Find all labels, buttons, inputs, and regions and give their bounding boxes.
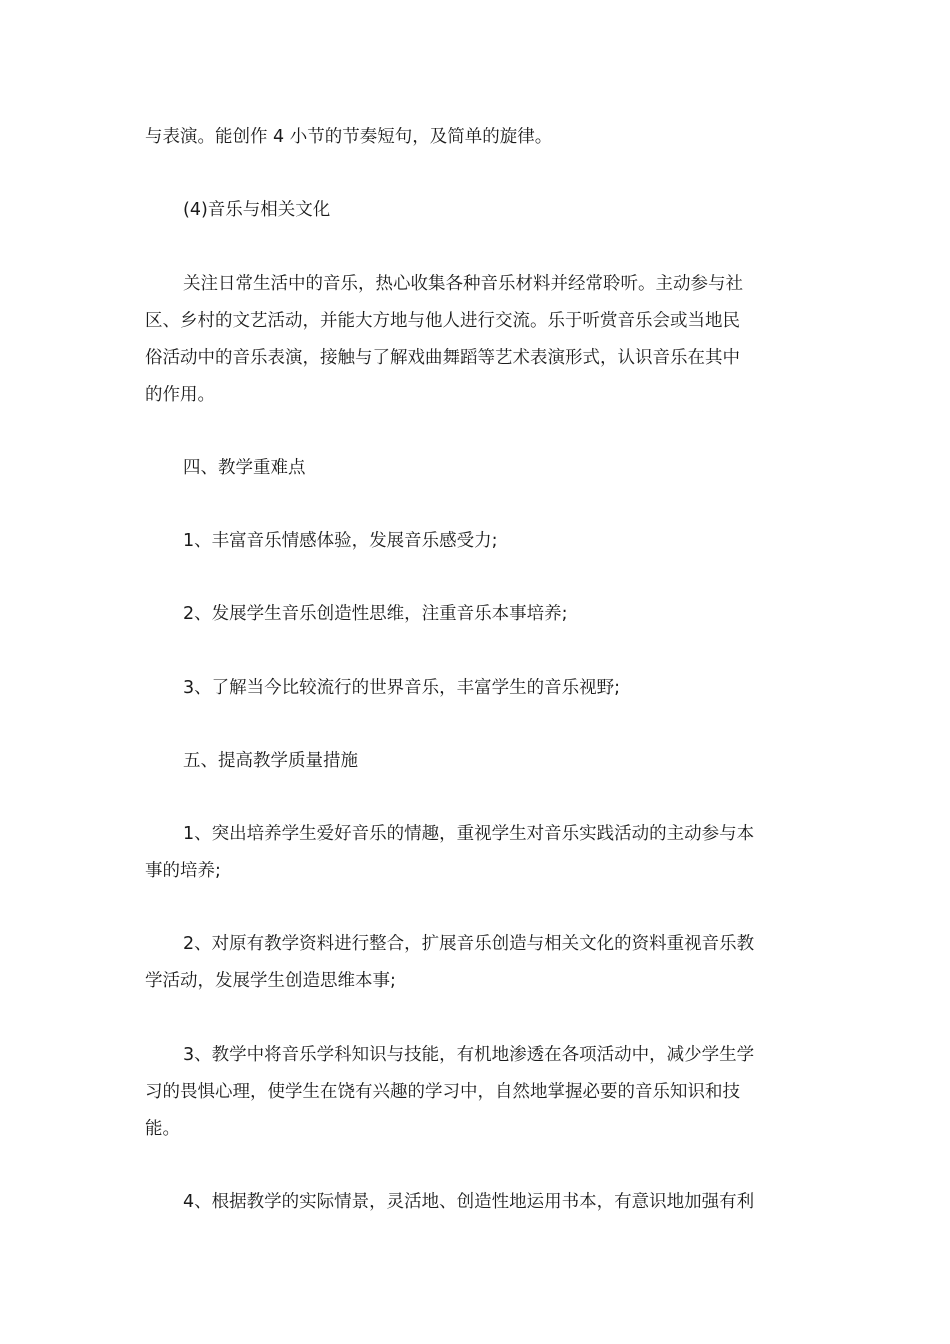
paragraph-line: 四、教学重难点	[183, 458, 306, 478]
list-item-key-point-1	[145, 523, 807, 560]
paragraph-line: 俗活动中的音乐表演，接触与了解戏曲舞蹈等艺术表演形式，认识音乐在其中	[145, 348, 740, 368]
list-item-measure-3	[145, 1037, 807, 1148]
paragraph-line: 3、了解当今比较流行的世界音乐，丰富学生的音乐视野;	[183, 678, 621, 698]
paragraph-line: 五、提高教学质量措施	[183, 751, 358, 771]
paragraph-rhythm-creation	[145, 119, 807, 156]
paragraph-line: 事的培养;	[145, 861, 221, 881]
paragraph-line: 2、发展学生音乐创造性思维，注重音乐本事培养;	[183, 604, 568, 624]
section-heading-key-points	[145, 450, 807, 487]
paragraph-line: 1、突出培养学生爱好音乐的情趣，重视学生对音乐实践活动的主动参与本	[183, 824, 755, 844]
paragraph-line: 1、丰富音乐情感体验，发展音乐感受力;	[183, 531, 498, 551]
list-item-key-point-2	[145, 596, 807, 633]
paragraph-line: 3、教学中将音乐学科知识与技能，有机地渗透在各项活动中，减少学生学	[183, 1045, 755, 1065]
list-item-key-point-3	[145, 670, 807, 707]
paragraph-line: 关注日常生活中的音乐，热心收集各种音乐材料并经常聆听。主动参与社	[183, 274, 743, 294]
list-item-measure-1	[145, 816, 807, 890]
list-item-measure-4	[145, 1184, 807, 1221]
heading-music-and-culture	[145, 192, 807, 229]
section-heading-quality-measures	[145, 743, 807, 780]
paragraph-line: 习的畏惧心理，使学生在饶有兴趣的学习中，自然地掌握必要的音乐知识和技	[145, 1082, 740, 1102]
paragraph-line: 2、对原有教学资料进行整合，扩展音乐创造与相关文化的资料重视音乐教	[183, 934, 755, 954]
paragraph-line: 与表演。能创作 4 小节的节奏短句，及简单的旋律。	[145, 127, 553, 147]
paragraph-line: (4)音乐与相关文化	[183, 200, 331, 220]
paragraph-line: 学活动，发展学生创造思维本事;	[145, 971, 396, 991]
paragraph-line: 的作用。	[145, 385, 215, 405]
list-item-measure-2	[145, 926, 807, 1000]
paragraph-line: 能。	[145, 1119, 180, 1139]
paragraph-line: 区、乡村的文艺活动，并能大方地与他人进行交流。乐于听赏音乐会或当地民	[145, 311, 740, 331]
paragraph-line: 4、根据教学的实际情景，灵活地、创造性地运用书本，有意识地加强有利	[183, 1192, 755, 1212]
paragraph-music-daily-life	[145, 266, 807, 414]
